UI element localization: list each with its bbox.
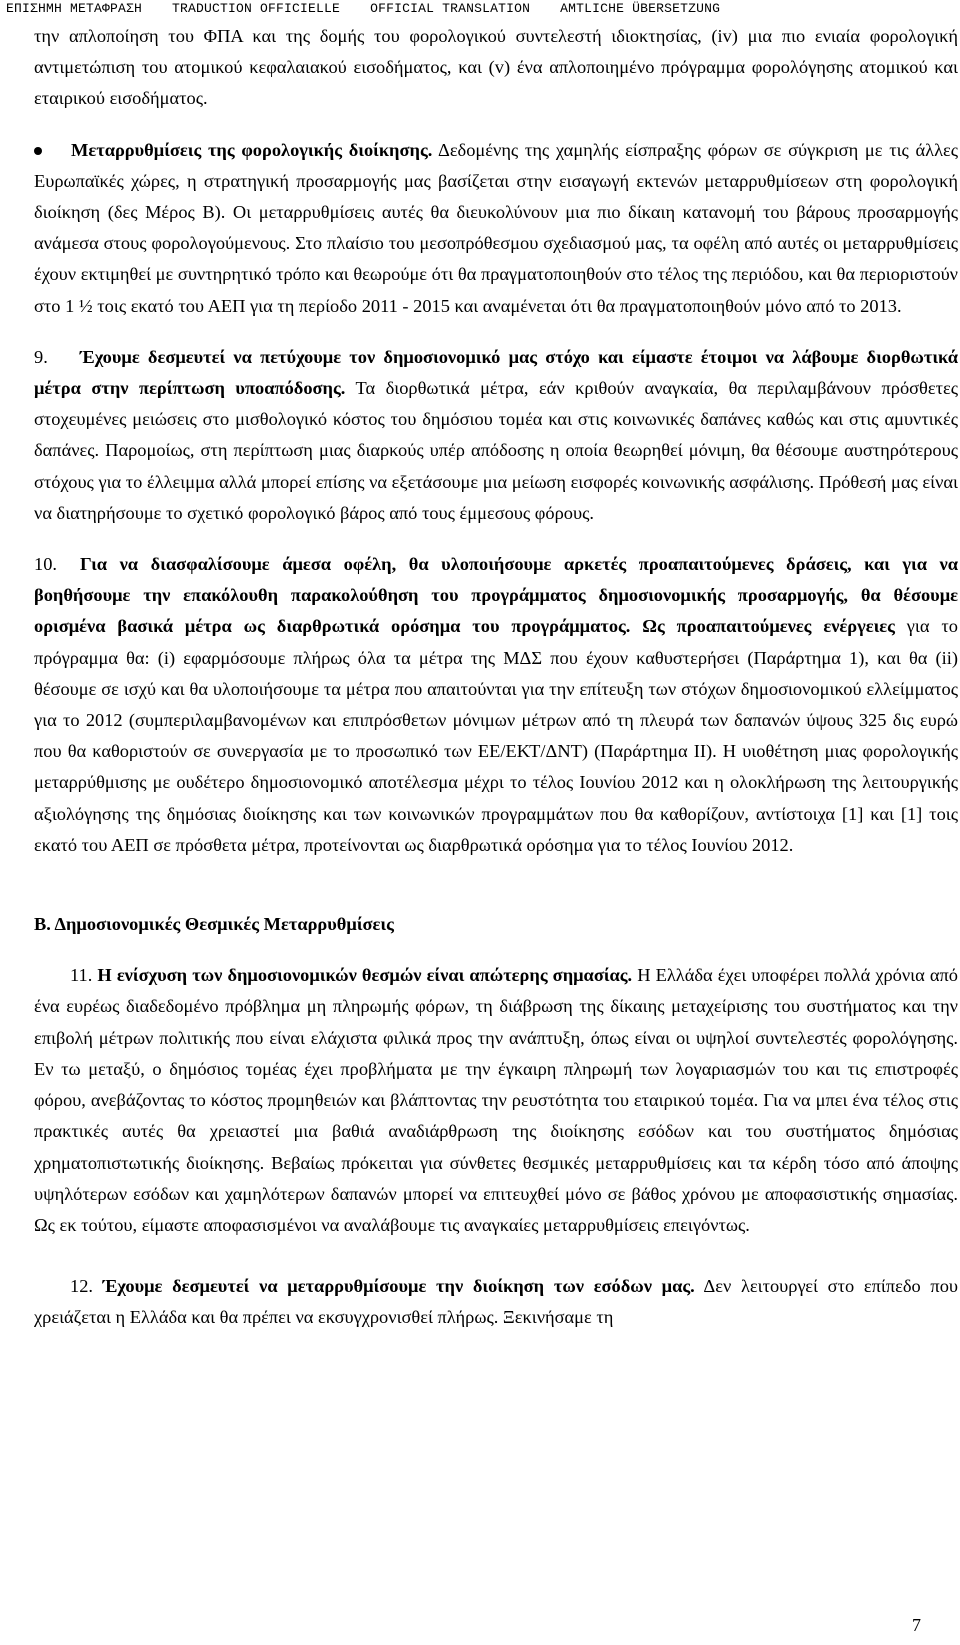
- intro-paragraph: την απλοποίηση του ΦΠΑ και της δομής του φορολογικού συντελεστή ιδιοκτησίας, (iv) μια πιο ενιαία φορολογική αντιμετώπιση του ατομικού κεφαλαιακού εισοδήματος, και (v) ένα απλοποιημένο πρόγραμμα φορολόγησης ατομικού και εταιρικού εισοδήματος.: [34, 26, 958, 109]
- paragraph-9-number: 9.: [34, 346, 48, 367]
- bullet-text: Δεδομένης της χαμηλής είσπραξης φόρων σε σύγκριση με τις άλλες Ευρωπαϊκές χώρες, η στρατηγική προσαρμογής μας βασίζεται στην εισαγωγή εκτενών μεταρρυθμίσεων στη φορολογική διοίκηση (δες Μέρος Β). Οι μεταρρυθμίσεις αυτές θα διευκολύνουν μια πιο δίκαιη κατανομή του βάρους προσαρμογής ανάμεσα στους φορολογούμενους. Στο πλαίσιο του μεσοπρόθεσμου σχεδιασμού μας, τα οφέλη από αυτές οι μεταρρυθμίσεις έχουν εκτιμηθεί με συντηρητικό τρόπο και θεωρούμε ότι θα πραγματοποιηθούν στο τέλος της περιόδου, και θα περιοριστούν στο 1 ½ τοις εκατό του ΑΕΠ για τη περίοδο 2011 - 2015 και αναμένεται ότι θα πραγματοποιηθούν μόνο από το 2013.: [34, 139, 958, 316]
- header-label-french: TRADUCTION OFFICIELLE: [172, 1, 341, 16]
- paragraph-11-number: 11.: [70, 965, 93, 986]
- paragraph-11: [34, 960, 958, 1241]
- bullet-dot-icon: [34, 147, 42, 155]
- bullet-heading: Μεταρρυθμίσεις της φορολογικής διοίκησης.: [71, 139, 433, 160]
- paragraph-12-heading: Έχουμε δεσμευτεί να μεταρρυθμίσουμε την διοίκηση των εσόδων μας.: [102, 1276, 695, 1297]
- paragraph-9-text: Τα διορθωτικά μέτρα, εάν κριθούν αναγκαία, θα περιλαμβάνουν πρόσθετες στοχευμένες μειώσεις στο μισθολογικό κόστος του δημόσιου τομέα και στις κοινωνικές δαπάνες καθώς και στις αμυντικές δαπάνες. Παρομοίως, στη περίπτωση μιας διαρκούς υπέρ απόδοσης η οποία θεωρηθεί μόνιμη, θα θέσουμε αυστηρότερους στόχους για το έλλειμμα αλλά μπορεί επίσης να εξετάσουμε μια μείωση εισφορές κοινωνικής ασφάλισης. Πρόθεσή μας είναι να διατηρήσουμε το σχετικό φορολογικό βάρος από τους έμμεσους φόρους.: [34, 378, 958, 523]
- bullet-paragraph: [34, 135, 958, 322]
- section-b-title: Β. Δημοσιονομικές Θεσμικές Μεταρρυθμίσεις: [34, 914, 394, 935]
- bullet-tax-administration: [34, 135, 958, 322]
- paragraph-12-text: Δεν λειτουργεί στο επίπεδο που χρειάζεται η Ελλάδα και θα πρέπει να εκσυγχρονισθεί πλήρως. Ξεκινήσαμε τη: [34, 1276, 958, 1328]
- paragraph-10-heading: Για να διασφαλίσουμε άμεσα οφέλη, θα υλοποιήσουμε αρκετές προαπαιτούμενες δράσεις, και για να βοηθήσουμε την επακόλουθη παρακολούθηση του προγράμματος δημοσιονομικής προσαρμογής, θα θέσουμε ορισμένα βασικά μέτρα ως διαρθρωτικά ορόσημα του προγράμματος.: [34, 554, 958, 637]
- page-number: 7: [912, 1615, 921, 1635]
- paragraph-10-bold2: Ως προαπαιτούμενες ενέργειες: [642, 616, 895, 637]
- header-label-english: OFFICIAL TRANSLATION: [370, 1, 531, 16]
- paragraph-11-text: Η Ελλάδα έχει υποφέρει πολλά χρόνια από ένα ευρέως διαδεδομένο πρόβλημα μη πληρωμής φόρων, τη διάβρωση της δίκαιης μεταχείρισης του συστήματος και την επιβολή μέτρων πολιτικής που είναι ελάχιστα φιλικά προς την ανάπτυξη, όπως είναι οι υψηλοί συντελεστές φορολόγησης. Εν τω μεταξύ, ο δημόσιος τομέας έχει προβλήματα με την έγκαιρη πληρωμή των λογαριασμών του και τις επιστροφές φόρου, ανεβάζοντας το κόστος προμηθειών και βλάπτοντας την ρευστότητα του εταιρικού τομέα. Για να μπει ένα τέλος στις πρακτικές αυτές θα χρειαστεί μια βαθιά αναδιάρθρωση της διοίκησης εσόδων και του συστήματος δημόσιας χρηματοπιστωτικής διοίκησης. Βεβαίως πρόκειται για σύνθετες θεσμικές μεταρρυθμίσεις και τα κέρδη τόσο από άποψης υψηλότερων εσόδων και χαμηλότερων δαπανών μπορεί να επιτευχθεί μόνο σε βάθος χρόνου με αποφασιστικής σημασίας. Ως εκ τούτου, είμαστε αποφασισμένοι να αναλάβουμε τις αναγκαίες μεταρρυθμίσεις επειγόντως.: [34, 965, 958, 1235]
- paragraph-11-heading: Η ενίσχυση των δημοσιονομικών θεσμών είναι απώτερης σημασίας.: [97, 965, 633, 986]
- paragraph-12: [34, 1271, 958, 1333]
- paragraph-10-text: για το πρόγραμμα θα: (i) εφαρμόσουμε πλήρως όλα τα μέτρα της ΜΔΣ που έχουν καθυστερήσει (Παράρτημα 1), και θα (ii) θέσουμε σε ισχύ και θα υλοποιήσουμε τα μέτρα που απαιτούνται για την επίτευξη των στόχων δημοσιονομικού ελλείμματος για το 2012 (συμπεριλαμβανομένων και επιπρόσθετων μόνιμων μέτρων από τη πλευρά των δαπανών ύψους 325 δις ευρώ που θα καθοριστούν σε συνεργασία με το προσωπικό των ΕΕ/ΕΚΤ/ΔΝΤ) (Παράρτημα ΙΙ). Η υιοθέτηση μιας φορολογικής μεταρρύθμισης με ουδέτερο δημοσιονομικό αποτέλεσμα μέχρι το τέλος Ιουνίου 2012 και η ολοκλήρωση της λειτουργικής αξιολόγησης της δημόσιας διοίκησης και των κοινωνικών προγραμμάτων που θα καθορίζουν, αντίστοιχα [1] και [1] τοις εκατό του ΑΕΠ σε πρόσθετα μέτρα, προτείνονται ως διαρθρωτικά ορόσημα για το τέλος Ιουνίου 2012.: [34, 616, 958, 855]
- header-label-greek: ΕΠΙΣΗΜΗ ΜΕΤΑΦΡΑΣΗ: [6, 1, 143, 16]
- paragraph-10: [34, 549, 958, 861]
- translation-header: [6, 1, 750, 16]
- document-body: [34, 21, 958, 1334]
- paragraph-9: [34, 342, 958, 529]
- paragraph-9-heading: Έχουμε δεσμευτεί να πετύχουμε τον δημοσιονομικό μας στόχο και είμαστε έτοιμοι να λάβουμε διορθωτικά μέτρα στην περίπτωση υποαπόδοσης.: [34, 346, 958, 399]
- paragraph-12-number: 12.: [70, 1276, 93, 1297]
- header-label-german: AMTLICHE ÜBERSETZUNG: [560, 1, 721, 16]
- paragraph-10-number: 10.: [34, 554, 57, 575]
